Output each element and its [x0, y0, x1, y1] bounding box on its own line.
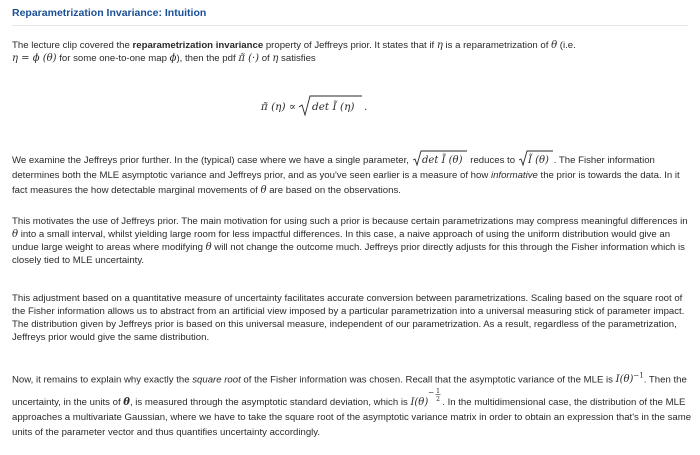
p3-text-2: into a small interval, whilst yielding large room for less impactful differences. In this case, a naive approach of using the uniform distribution would give an undue large weight to areas where modifying [12, 229, 671, 253]
p1-text-2: property of Jeffreys prior. It states that if [263, 40, 437, 51]
display-eq-period: . [364, 101, 368, 113]
paragraph-fisher [12, 150, 692, 198]
p1-text-4: (i.e. [557, 40, 576, 51]
p2-text-1: We examine the Jeffreys prior further. In the (typical) case where we have a single parameter, [12, 155, 409, 166]
p1-text-1: The lecture clip covered the [12, 40, 133, 51]
p1-math-theta: θ [551, 40, 558, 51]
p5-math-inverse [616, 374, 644, 385]
p3-text-1: This motivates the use of Jeffreys prior. The main motivation for using such a prior is because certain parametrizations may compress meaningful differences in [12, 216, 688, 227]
p5-text-4: , is measured through the asymptotic standard deviation, which is [129, 397, 411, 409]
paragraph-motivation [12, 215, 692, 267]
p2-emphasis: informative [490, 170, 538, 181]
p2-sqrt-det [412, 150, 468, 167]
p3-math-theta-2: θ [205, 242, 212, 253]
p5-math-sd-exponent [428, 387, 442, 403]
p5-sd-exp-sign: − [428, 388, 435, 398]
p1-text-7: of [259, 53, 273, 64]
p2-text-2: reduces to [467, 155, 518, 166]
p1-text-3: is a reparametrization of [442, 40, 552, 51]
p3-text-3: will not change the outcome much. Jeffreys prior directly adjusts for this through the Fisher information which is closely tied to MLE uncertainty. [12, 242, 685, 266]
p1-math-eta: η [436, 40, 443, 51]
p2-text-5: are based on the observations. [266, 185, 401, 196]
p2-math-theta: θ [260, 185, 267, 196]
p5-text-2: of the Fisher information was chosen. Recall that the asymptotic variance of the MLE is [240, 374, 616, 386]
p2-text-4: the prior is towards the data. In it fact measures the how detectable marginal movements of [12, 170, 680, 196]
p5-emphasis: square root [192, 374, 241, 386]
p5-text-3: . Then the uncertainty, in the units of [12, 374, 687, 409]
p1-math-pi: π̃ (·) [238, 53, 260, 64]
p2-sqrt-fisher [518, 150, 554, 167]
p5-sd-exp-num: 1 [436, 388, 441, 396]
p1-math-eta-2: η [272, 53, 279, 64]
p5-text-5: . In the multidimensional case, the distribution of the MLE approaches a multivariate Gaussian, where we have to take the square root of the asymptotic variance matrix in order to obtain an expression that's in the same units of the parameter vector and thus quantifies uncertainty accordingly. [12, 397, 692, 439]
p1-bold-term: reparametrization invariance [132, 40, 264, 51]
title-divider [12, 25, 688, 26]
p5-sd-exp-den: 2 [436, 396, 441, 404]
p2-text-3: . The Fisher information determines both the MLE asymptotic variance and Jeffreys prior, and as you've seen earlier is a measure of how [12, 155, 655, 181]
display-equation [0, 94, 700, 120]
p5-math-inverse-base: I(θ) [615, 374, 634, 386]
p1-math-map: η = ϕ (θ) [12, 53, 57, 64]
page-title: Reparametrization Invariance: Intuition [12, 7, 207, 19]
paragraph-adjustment: This adjustment based on a quantitative measure of uncertainty facilitates accurate conversion between parametrizations. Scaling based on the square root of the Fisher information allows us to abstract from an artificial view imposed by a particular parametrization into a universal measuring stick of parameter impact. The distribution given by Jeffreys prior is based on this universal measure, independent of our parametrization. As a result, regardless of the parametrization, Jeffreys prior would give the same distribution. [12, 293, 685, 343]
paragraph-intro [12, 39, 692, 65]
paragraph-square-root [12, 369, 692, 440]
p5-math-sd-base: I(θ) [410, 397, 429, 409]
p1-text-8: satisfies [278, 53, 316, 64]
p5-text-1: Now, it remains to explain why exactly the [12, 374, 193, 386]
p1-text-6: ), then the pdf [176, 53, 239, 64]
display-eq-inner: det Ĩ (η) [312, 101, 355, 113]
p5-math-theta: θ [123, 397, 130, 409]
p2-sqrt-fisher-text: Ĩ (θ) [527, 155, 549, 166]
p1-math-phi: ϕ [169, 53, 177, 64]
p1-text-5: for some one-to-one map [56, 53, 170, 64]
p3-math-theta-1: θ [12, 229, 19, 240]
p5-math-inverse-exp: −1 [633, 372, 644, 380]
display-eq-lhs: π̃ (η) ∝ [260, 101, 296, 113]
p2-sqrt-det-text: det Ĩ (θ) [421, 155, 463, 166]
